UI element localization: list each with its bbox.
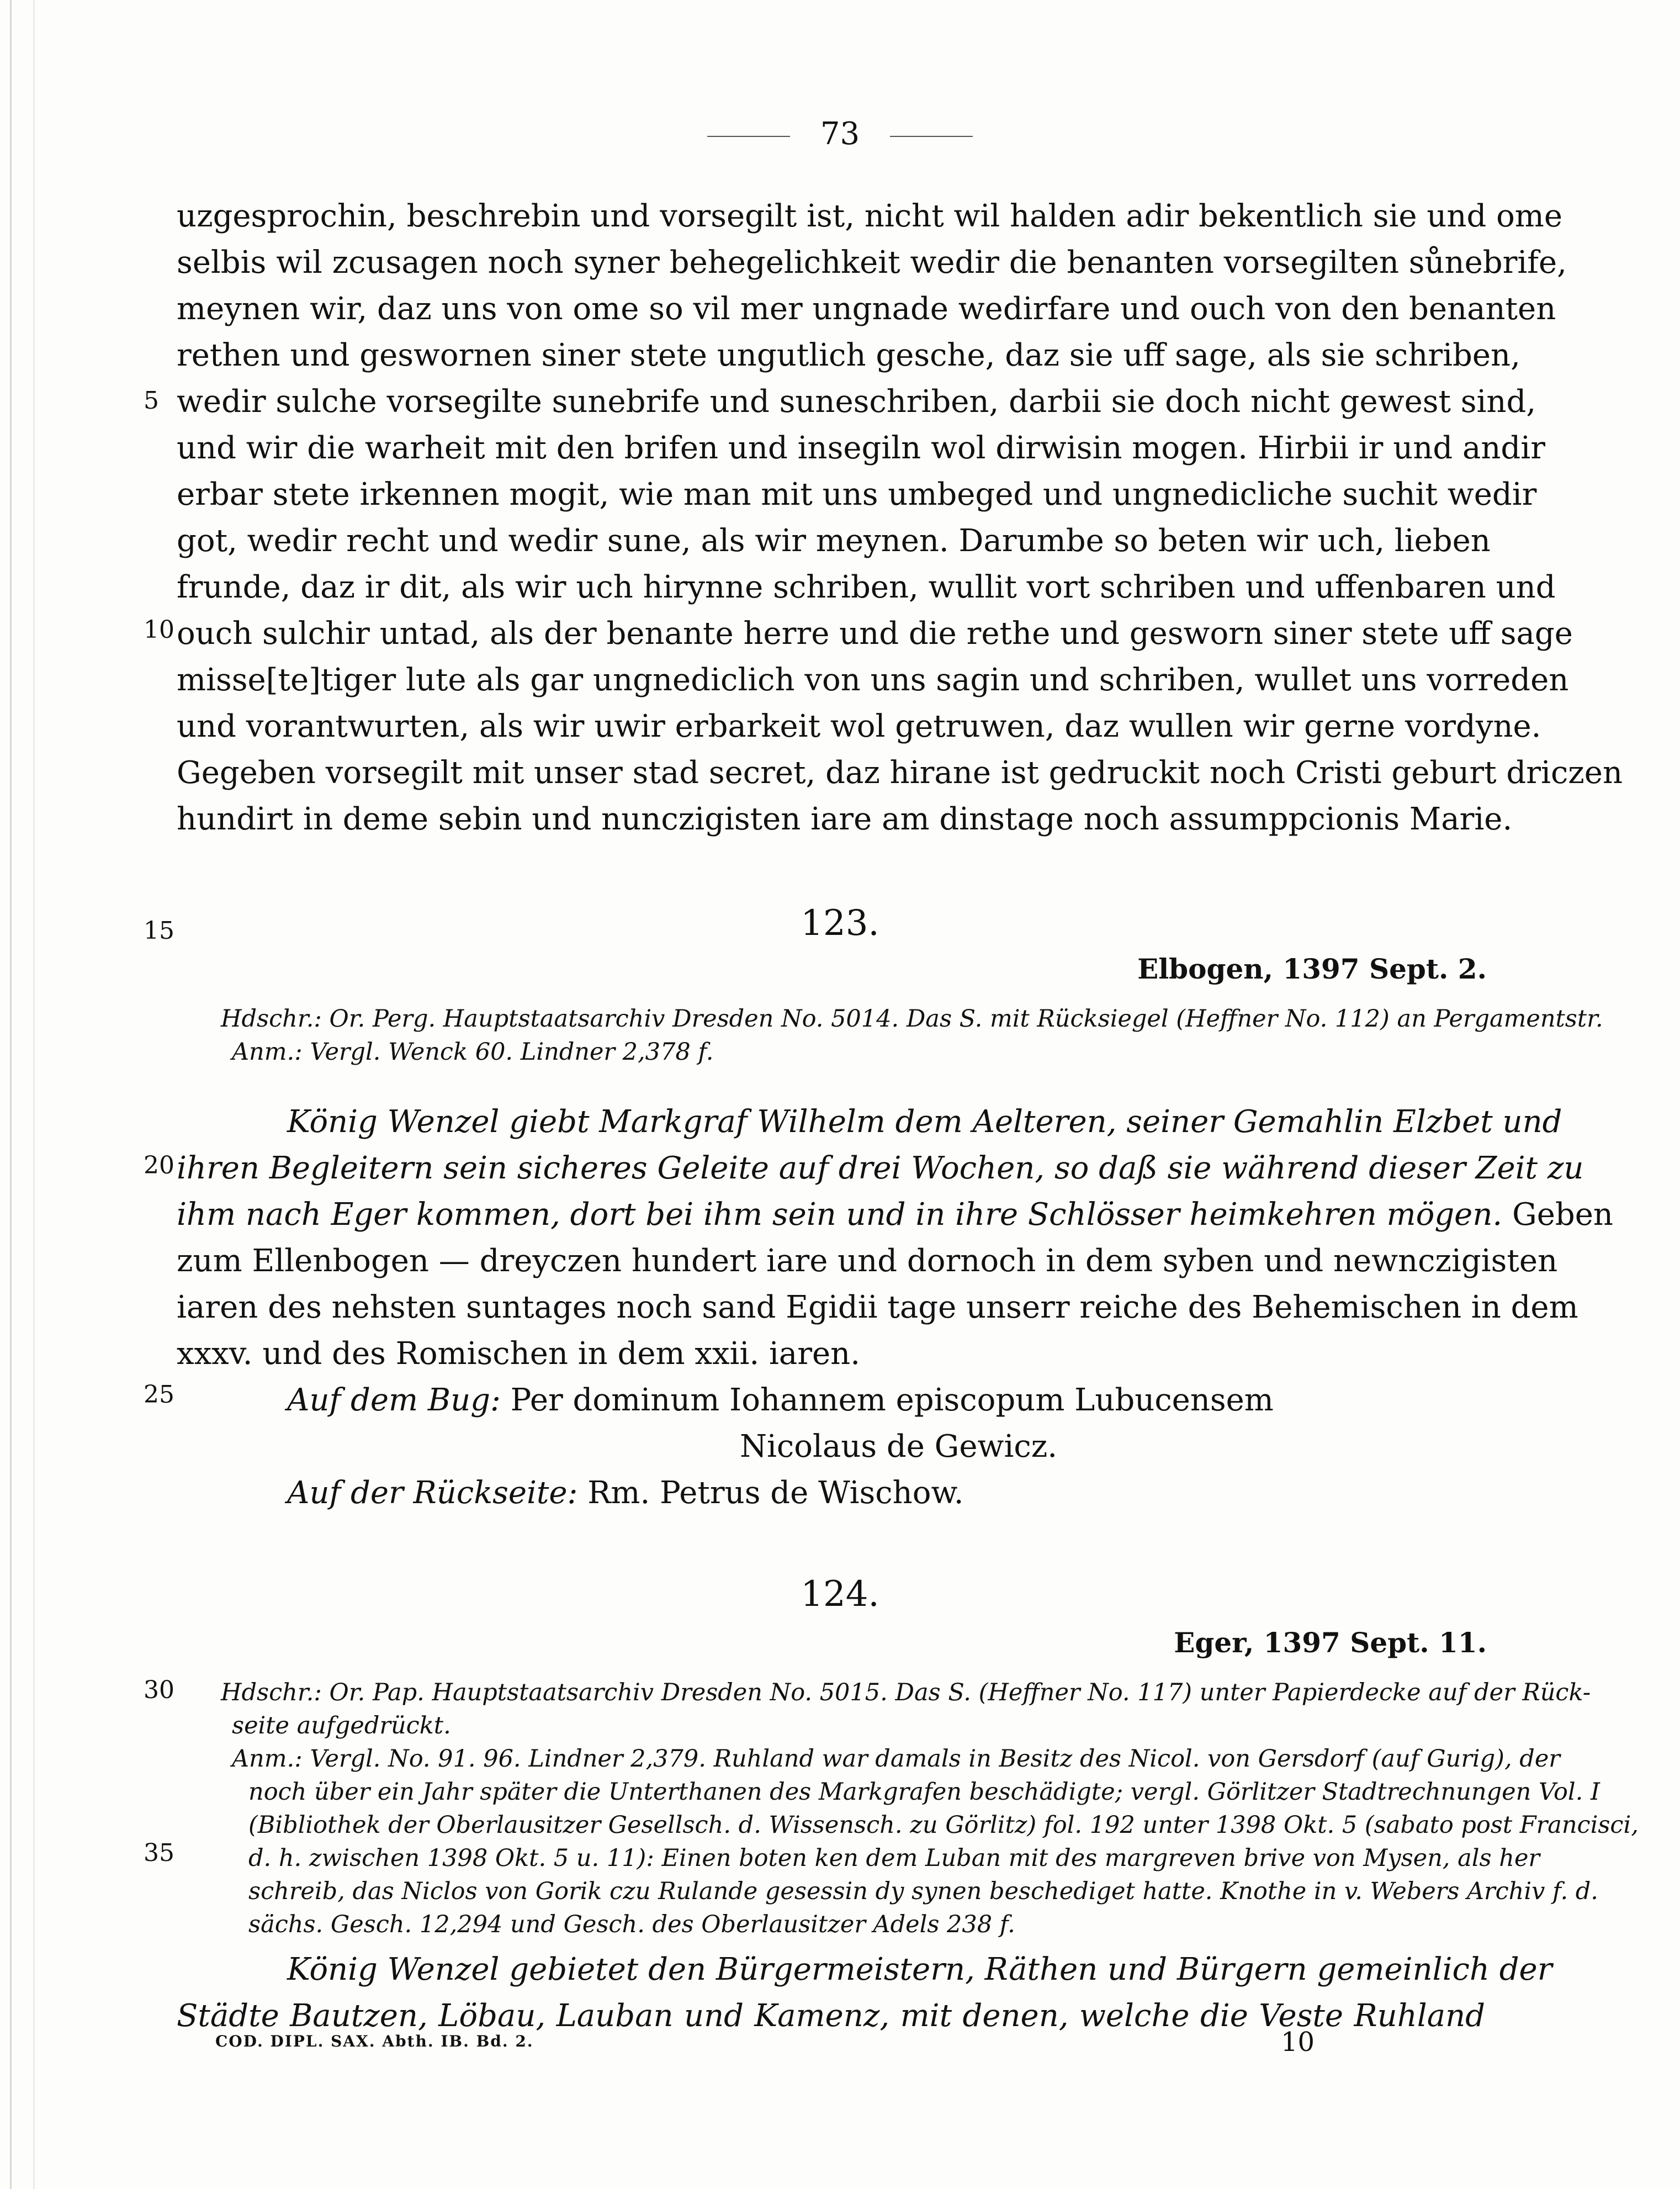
text-line: erbar stete irkennen mogit, wie man mit uns umbeged und ungnedicliche suchit wedir xyxy=(177,477,1537,512)
note-line: (Bibliothek der Oberlausitzer Gesellsch. d. Wissensch. zu Görlitz) fol. 192 unter 1398 Okt. 5 (sabato post Francisci, xyxy=(248,1811,1639,1839)
regest-line: ihren Begleitern sein sicheres Geleite auf drei Wochen, so daß sie während dieser Zeit zu xyxy=(177,1150,1584,1186)
note-line: Hdschr.: Or. Perg. Hauptstaatsarchiv Dresden No. 5014. Das S. mit Rücksiegel (Heffner No. 112) an Pergamentstr. xyxy=(221,1005,1603,1033)
doc-123-place-date: Elbogen, 1397 Sept. 2. xyxy=(1137,953,1487,985)
scan-edge-left xyxy=(10,0,12,2189)
regest-line-end xyxy=(177,1192,1613,1238)
doc-124-place-date: Eger, 1397 Sept. 11. xyxy=(1174,1626,1487,1659)
text-line: hundirt in deme sebin und nunczigisten iare am dinstage noch assumppcionis Marie. xyxy=(177,801,1513,837)
text-line: misse[te]tiger lute als gar ungnediclich von uns sagin und schriben, wullet uns vorreden xyxy=(177,662,1569,698)
line-number-30: 30 xyxy=(144,1676,174,1704)
text-line: xxxv. und des Romischen in dem xxii. iaren. xyxy=(177,1336,861,1372)
line-number-20: 20 xyxy=(144,1151,174,1180)
rueckseite-line xyxy=(177,1470,1485,1516)
page-number-rule-left xyxy=(707,136,790,137)
text-line: und wir die warheit mit den brifen und insegiln wol dirwisin mogen. Hirbii ir und andir xyxy=(177,430,1545,466)
note-line: noch über ein Jahr später die Unterthanen des Markgrafen beschädigte; vergl. Görlitzer Stadtrechnungen Vol. I xyxy=(248,1778,1600,1806)
line-number-25: 25 xyxy=(144,1381,174,1409)
line-number-5: 5 xyxy=(144,387,159,415)
doc-124-number: 124. xyxy=(801,1574,879,1615)
text-line: got, wedir recht und wedir sune, als wir meynen. Darumbe so beten wir uch, lieben xyxy=(177,523,1491,559)
note-line: d. h. zwischen 1398 Okt. 5 u. 11): Einen boten ken dem Luban mit des margreven brive von Mysen, als her xyxy=(248,1844,1540,1872)
line-number-35: 35 xyxy=(144,1839,174,1867)
continuation-text xyxy=(177,193,1623,843)
note-line: sächs. Gesch. 12,294 und Gesch. des Oberlausitzer Adels 238 f. xyxy=(248,1911,1015,1938)
page-number xyxy=(0,116,1680,152)
text-start: Geben xyxy=(1512,1197,1613,1233)
text-line: zum Ellenbogen — dreyczen hundert iare und dornoch in dem syben und newnczigisten xyxy=(177,1243,1558,1279)
scan-edge-left-inner xyxy=(33,0,35,2189)
text-line: ouch sulchir untad, als der benante herre und die rethe und gesworn siner stete uff sage xyxy=(177,616,1573,652)
page-number-text: 73 xyxy=(820,116,860,152)
line-number-10: 10 xyxy=(144,616,174,644)
regest-end-text: ihm nach Eger kommen, dort bei ihm sein und in ihre Schlösser heimkehren mögen. xyxy=(177,1197,1503,1233)
rueckseite-label: Auf der Rückseite: xyxy=(287,1475,578,1511)
text-line: rethen und geswornen siner stete ungutlich gesche, daz sie uff sage, als sie schriben, xyxy=(177,337,1520,373)
regest-line: Städte Bautzen, Löbau, Lauban und Kamenz, mit denen, welche die Veste Ruhland xyxy=(177,1998,1485,2034)
doc-123-notes xyxy=(221,1002,1603,1069)
doc-124-notes xyxy=(221,1676,1639,1941)
line-number-15: 15 xyxy=(144,917,174,945)
text-line: frunde, daz ir dit, als wir uch hirynne schriben, wullit vort schriben und uffenbaren und xyxy=(177,569,1556,605)
bug-line xyxy=(177,1377,1485,1424)
page-number-rule-right xyxy=(890,136,973,137)
text-line: wedir sulche vorsegilte sunebrife und suneschriben, darbii sie doch nicht gewest sind, xyxy=(177,384,1536,420)
rueckseite-text: Rm. Petrus de Wischow. xyxy=(587,1475,964,1511)
text-line: iaren des nehsten suntages noch sand Egidii tage unserr reiche des Behemischen in dem xyxy=(177,1289,1578,1325)
text-line: selbis wil zcusagen noch syner behegelichkeit wedir die benanten vorsegilten sůnebrife, xyxy=(177,245,1567,281)
regest-line: König Wenzel gebietet den Bürgermeistern, Räthen und Bürgern gemeinlich der xyxy=(287,1952,1552,1987)
note-line: Anm.: Vergl. No. 91. 96. Lindner 2,379. Ruhland war damals in Besitz des Nicol. von Gersdorf (auf Gurig), der xyxy=(232,1745,1560,1773)
note-line: schreib, das Niclos von Gorik czu Rulande gesessin dy synen beschediget hatte. Knothe in v. Webers Archiv f. d. xyxy=(248,1878,1598,1905)
note-line: Anm.: Vergl. Wenck 60. Lindner 2,378 f. xyxy=(232,1038,714,1066)
text-line: und vorantwurten, als wir uwir erbarkeit wol getruwen, daz wullen wir gerne vordyne. xyxy=(177,708,1541,744)
bug-line-2: Nicolaus de Gewicz. xyxy=(740,1429,1058,1464)
bug-label: Auf dem Bug: xyxy=(287,1382,501,1418)
bug-text: Per dominum Iohannem episcopum Lubucensem xyxy=(510,1382,1274,1418)
text-line: meynen wir, daz uns von ome so vil mer ungnade wedirfare und ouch von den benanten xyxy=(177,291,1556,327)
footer-sheet-number: 10 xyxy=(1281,2027,1315,2058)
doc-123-body xyxy=(177,1099,1613,1516)
footer-signature: COD. DIPL. SAX. Abth. IB. Bd. 2. xyxy=(215,2032,534,2050)
text-line: uzgesprochin, beschrebin und vorsegilt ist, nicht wil halden adir bekentlich sie und ome xyxy=(177,198,1563,234)
regest-line: König Wenzel giebt Markgraf Wilhelm dem Aelteren, seiner Gemahlin Elzbet und xyxy=(287,1104,1562,1140)
doc-124-regest xyxy=(177,1947,1552,2039)
doc-123-number: 123. xyxy=(801,903,879,944)
text-line: Gegeben vorsegilt mit unser stad secret, daz hirane ist gedruckit noch Cristi geburt driczen xyxy=(177,755,1623,791)
note-line: seite aufgedrückt. xyxy=(232,1712,451,1739)
note-line: Hdschr.: Or. Pap. Hauptstaatsarchiv Dresden No. 5015. Das S. (Heffner No. 117) unter Papierdecke auf der Rück- xyxy=(221,1679,1591,1706)
